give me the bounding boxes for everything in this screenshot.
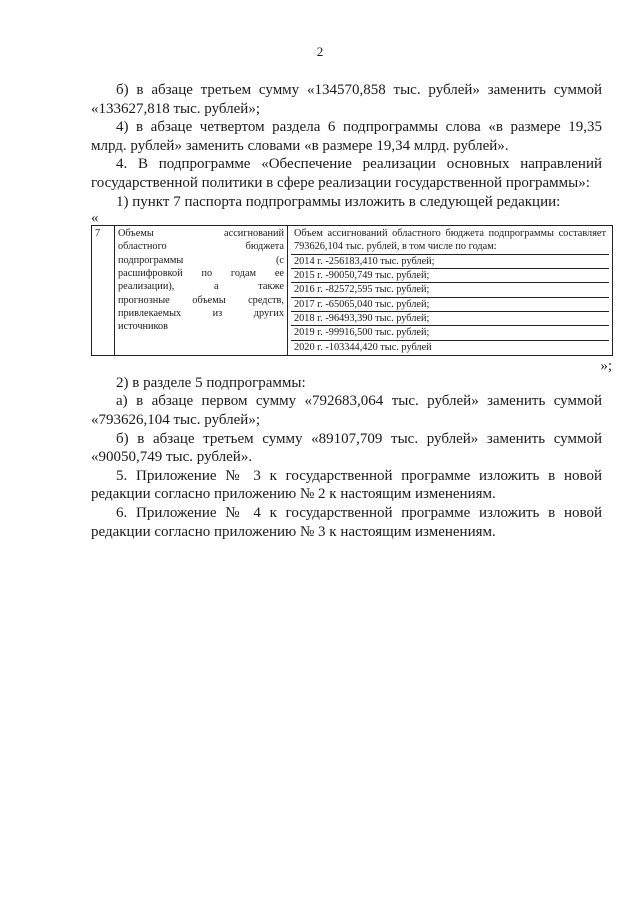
document-body — [91, 81, 612, 541]
paragraph: 5. Приложение № 3 к государственной программе изложить в новой редакции согласно приложению № 2 к настоящим изменениям. — [91, 467, 602, 503]
table-row — [92, 226, 613, 356]
passport-table — [91, 225, 613, 356]
value-year-line: 2019 г. -99916,500 тыс. рублей; — [291, 326, 609, 340]
page-number: 2 — [316, 44, 324, 59]
value-year-line: 2018 г. -96493,390 тыс. рублей; — [291, 312, 609, 326]
label-line: реализации), а также — [118, 281, 284, 293]
label-line: подпрограммы (с — [118, 254, 284, 266]
paragraph: 6. Приложение № 4 к государственной программе изложить в новой редакции согласно приложению № 3 к настоящим изменениям. — [91, 504, 602, 540]
value-year-line: 2014 г. -256183,410 тыс. рублей; — [291, 255, 609, 269]
value-year-line: 2020 г. -103344,420 тыс. рублей — [294, 341, 432, 353]
label-line: прогнозные объемы средств, — [118, 294, 284, 306]
row-number-cell: 7 — [92, 226, 115, 356]
paragraph: 4) в абзаце четвертом раздела 6 подпрограммы слова «в размере 19,35 млрд. рублей» заменить словами «в размере 19,34 млрд. рублей». — [91, 119, 602, 154]
closing-quote: »; — [600, 357, 612, 374]
paragraph: а) в абзаце первом сумму «792683,064 тыс. рублей» заменить суммой «793626,104 тыс. рублей»; — [91, 393, 602, 429]
paragraph: б) в абзаце третьем сумму «134570,858 тыс. рублей» заменить суммой «133627,818 тыс. рублей»; — [91, 82, 602, 117]
row-value-cell — [288, 226, 613, 356]
label-line: областного бюджета — [118, 241, 284, 253]
value-intro: Объем ассигнований областного бюджета подпрограммы составляет 793626,104 тыс. рублей, в том числе по годам: — [291, 227, 609, 255]
label-line: привлекаемых из других — [118, 307, 284, 319]
opening-quote: « — [91, 210, 99, 227]
paragraph: 4. В подпрограмме «Обеспечение реализации основных направлений государственной политики в сфере реализации государственной программы»: — [91, 156, 602, 191]
paragraph: 1) пункт 7 паспорта подпрограммы изложить в следующей редакции: — [116, 193, 561, 210]
label-line: Объемы ассигнований — [118, 228, 284, 240]
value-year-line: 2015 г. -90050,749 тыс. рублей; — [291, 269, 609, 283]
value-year-line: 2017 г. -65065,040 тыс. рублей; — [291, 298, 609, 312]
label-line: расшифровкой по годам ее — [118, 268, 284, 280]
row-label-cell — [115, 226, 288, 356]
value-year-line: 2016 г. -82572,595 тыс. рублей; — [291, 283, 609, 297]
paragraph: 2) в разделе 5 подпрограммы: — [116, 374, 306, 391]
label-line: источников — [118, 321, 169, 333]
paragraph: б) в абзаце третьем сумму «89107,709 тыс. рублей» заменить суммой «90050,749 тыс. рублей». — [91, 430, 602, 466]
